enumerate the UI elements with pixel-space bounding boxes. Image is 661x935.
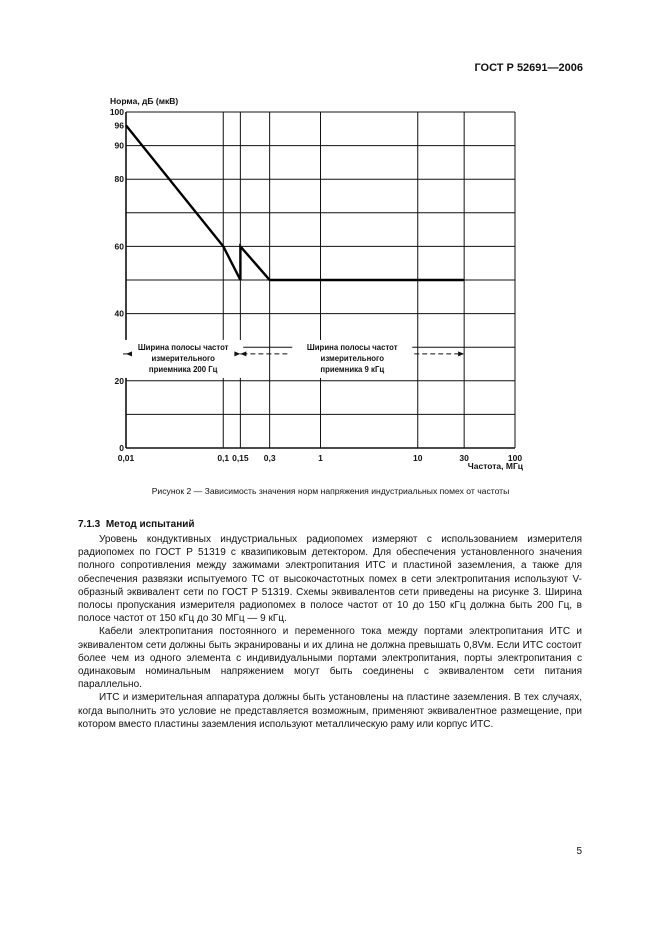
x-tick-label: 30 bbox=[459, 453, 469, 463]
figure-caption: Рисунок 2 — Зависимость значения норм напряжения индустриальных помех от частоты bbox=[151, 486, 510, 496]
section-heading bbox=[78, 519, 195, 530]
paragraph: Кабели электропитания постоянного и переменного тока между портами электропитания ИТС и эквивалентом сети должны быть экранированы и их длина не должна превышать 0,8Vм. Если ИТС состоит более чем из одного элемента с индивидуальными портами электропитания, порты электропитания с одинаковым номинальным напряжением могут быть соединены с эквивалентом сети питания параллельно. bbox=[78, 626, 582, 691]
x-tick-label: 0,01 bbox=[117, 453, 135, 463]
annotation-text: измерительного bbox=[320, 353, 384, 363]
body-text bbox=[78, 533, 582, 731]
y-tick-label: 100 bbox=[109, 107, 124, 117]
y-axis-label: Норма, дБ (мкВ) bbox=[110, 96, 179, 106]
series-line-norm bbox=[126, 125, 464, 280]
y-tick-label: 96 bbox=[114, 120, 124, 131]
annotation-text: приемника 200 Гц bbox=[148, 364, 218, 374]
annotation-text: приемника 9 кГц bbox=[320, 364, 385, 374]
paragraph: Уровень кондуктивных индустриальных радиопомех измеряют с использованием измерителя радиопомех по ГОСТ Р 51319 с квазипиковым детектором. Для обеспечения установленного значения полного сопротивления между зажимами электропитания ИТС и пластиной заземления, а также для обеспечения развязки испытуемого ТС от высокочастотных помех в сети электропитания используют V-образный эквивалент сети по ГОСТ Р 51319. Схемы эквивалентов сети приведены на рисунке 3. Ширина полосы пропускания измерителя радиопомех в полосе частот от 10 до 150 кГц должна быть 200 Гц, в полосе частот от 150 кГц до 30 МГц — 9 кГц. bbox=[78, 534, 582, 625]
y-tick-label: 0 bbox=[119, 443, 124, 453]
y-tick-label: 80 bbox=[114, 174, 124, 185]
annotation-text: Ширина полосы частот bbox=[137, 342, 229, 352]
standard-number: ГОСТ Р 52691—2006 bbox=[474, 62, 583, 74]
paragraph: ИТС и измерительная аппаратура должны быть установлены на пластине заземления. В тех случаях, когда выполнить это условие не представляется возможным, применяют эквивалентное размещение, при котором вместо пластины заземления используют металлическую раму или корпус ИТС. bbox=[78, 692, 582, 730]
y-tick-label: 40 bbox=[114, 308, 124, 319]
x-axis-label: Частота, МГц bbox=[467, 461, 523, 471]
section-title: Метод испытаний bbox=[105, 519, 195, 530]
y-tick-label: 90 bbox=[114, 140, 124, 151]
x-tick-label: 10 bbox=[413, 453, 423, 463]
annotation-text: измерительного bbox=[151, 353, 215, 363]
arrowhead-right bbox=[458, 351, 464, 356]
annotation-text: Ширина полосы частот bbox=[306, 342, 398, 352]
x-tick-label: 1 bbox=[318, 453, 323, 463]
x-tick-label: 0,15 bbox=[232, 453, 249, 463]
x-tick-label: 0,3 bbox=[263, 453, 276, 463]
x-tick-label: 100 bbox=[507, 453, 523, 463]
y-tick-label: 60 bbox=[114, 241, 124, 252]
y-tick-label: 20 bbox=[114, 375, 124, 386]
section-number: 7.1.3 bbox=[78, 519, 101, 530]
x-tick-label: 0,1 bbox=[217, 453, 230, 463]
page-number: 5 bbox=[576, 846, 582, 857]
